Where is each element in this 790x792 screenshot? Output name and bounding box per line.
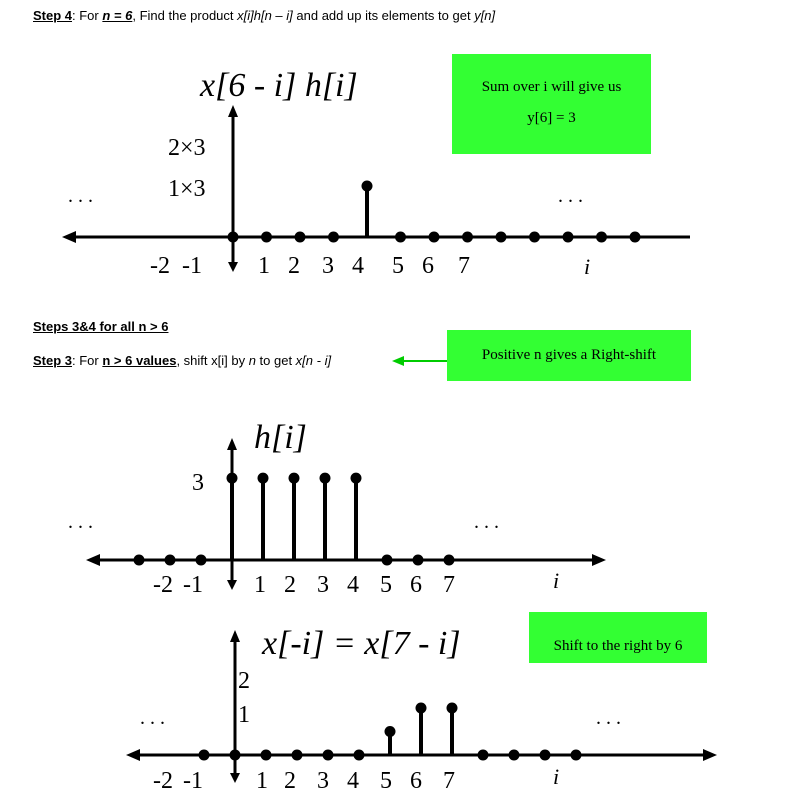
plot1-x-arrow-left [62,231,76,243]
x-tick-label: 4 [352,253,364,279]
plot3-x-arrow-right [703,749,717,761]
sum-note-line2: y[6] = 3 [527,110,576,126]
step3-text: Step 3: For n > 6 values, shift x[i] by n to get x[n - i] [33,353,332,368]
plot1-y-arrow-up [228,105,238,117]
plot1-ylabel-2x3: 2×3 [168,135,206,161]
stem-point [596,232,607,243]
plot2-x-arrow-right [592,554,606,566]
x-tick-label: 2 [284,572,296,598]
step3-xni: x[n - i] [295,353,332,368]
x-tick-label: 5 [380,768,392,792]
stem-point [509,750,520,761]
stem-point [413,555,424,566]
x-tick-label: 5 [380,572,392,598]
stem-point [496,232,507,243]
plot2 [68,419,606,598]
plot3-axis-label: i [553,764,560,789]
stem-point [292,750,303,761]
plot3 [126,625,717,792]
sum-note-line1: Sum over i will give us [481,79,622,95]
stem-point [230,750,241,761]
plot2-ylabel-3: 3 [192,470,204,496]
stem-point [228,232,239,243]
stem-point [134,555,145,566]
stem-point [416,703,427,714]
stem-point [362,181,373,192]
stem-point [289,473,300,484]
stem-point [447,703,458,714]
step3-label: Step 3 [33,353,73,368]
stem-point [351,473,362,484]
stem-point [529,232,540,243]
x-tick-label: 6 [410,572,422,598]
stem-point [328,232,339,243]
plot1-title: x[6 - i] h[i] [200,67,358,104]
stem-point [261,750,272,761]
plot3-ylabel-2: 2 [238,668,250,694]
step4-product: x[i]h[n – i] [237,8,293,23]
step4-label: Step 4 [33,8,73,23]
x-tick-label: -1 [183,572,203,598]
plot2-dots-left: . . . [68,511,93,533]
stem-point [540,750,551,761]
stem-point [382,555,393,566]
stem-point [320,473,331,484]
plot1-axis-label: i [584,254,591,279]
x-tick-label: 4 [347,768,359,792]
plot2-y-arrow-up [227,438,237,450]
step4-n: n = 6 [102,8,133,23]
stem-point [354,750,365,761]
plot3-ylabel-1: 1 [238,702,250,728]
right-shift-note: Positive n gives a Right-shift [447,330,691,381]
x-tick-label: 7 [443,768,455,792]
x-tick-label: 1 [256,768,268,792]
plot3-dots-left: . . . [140,707,165,729]
stem-point [295,232,306,243]
stem-point [429,232,440,243]
x-tick-label: 2 [284,768,296,792]
x-tick-label: -2 [153,572,173,598]
stem-point [199,750,210,761]
plot1-dots-left: . . . [68,185,93,207]
x-tick-label: 5 [392,253,404,279]
stem-point [563,232,574,243]
x-tick-label: 3 [322,253,334,279]
stem-point [323,750,334,761]
stem-point [258,473,269,484]
plot3-dots-right: . . . [596,707,621,729]
green-arrow [392,356,447,366]
x-tick-label: 1 [254,572,266,598]
x-tick-label: 7 [458,253,470,279]
stem-point [261,232,272,243]
x-tick-label: -1 [183,768,203,792]
x-tick-label: -2 [150,253,170,279]
x-tick-label: -2 [153,768,173,792]
stem-point [444,555,455,566]
plot3-x-arrow-left [126,749,140,761]
plot2-x-arrow-left [86,554,100,566]
plot2-title: h[i] [254,419,307,456]
x-tick-label: 6 [410,768,422,792]
x-tick-label: -1 [182,253,202,279]
plot3-title: x[-i] = x[7 - i] [262,625,461,662]
x-tick-label: 4 [347,572,359,598]
plot1-y-arrow-down [228,262,238,272]
plot2-axis-label: i [553,568,560,593]
plot3-y-arrow-up [230,630,240,642]
shift-note: Shift to the right by 6 [529,612,707,663]
x-tick-label: 2 [288,253,300,279]
x-tick-label: 3 [317,768,329,792]
x-tick-label: 3 [317,572,329,598]
stem-point [395,232,406,243]
plot2-dots-right: . . . [474,511,499,533]
x-tick-label: 1 [258,253,270,279]
stem-point [385,726,396,737]
plot2-y-arrow-down [227,580,237,590]
stem-point [630,232,641,243]
stem-point [462,232,473,243]
x-tick-label: 6 [422,253,434,279]
stem-point [227,473,238,484]
x-tick-label: 7 [443,572,455,598]
plot3-y-arrow-down [230,773,240,783]
steps34-heading: Steps 3&4 for all n > 6 [33,319,169,334]
plot1 [62,67,690,279]
stem-point [165,555,176,566]
stem-point [196,555,207,566]
step3-n: n > 6 values [102,353,177,368]
plot1-ylabel-1x3: 1×3 [168,176,206,202]
plot1-dots-right: . . . [558,185,583,207]
step4-text: Step 4: For n = 6, Find the product x[i]h[n – i] and add up its elements to get y[n] [33,8,496,23]
stem-point [478,750,489,761]
step4-yn: y[n] [474,8,496,23]
stem-point [571,750,582,761]
